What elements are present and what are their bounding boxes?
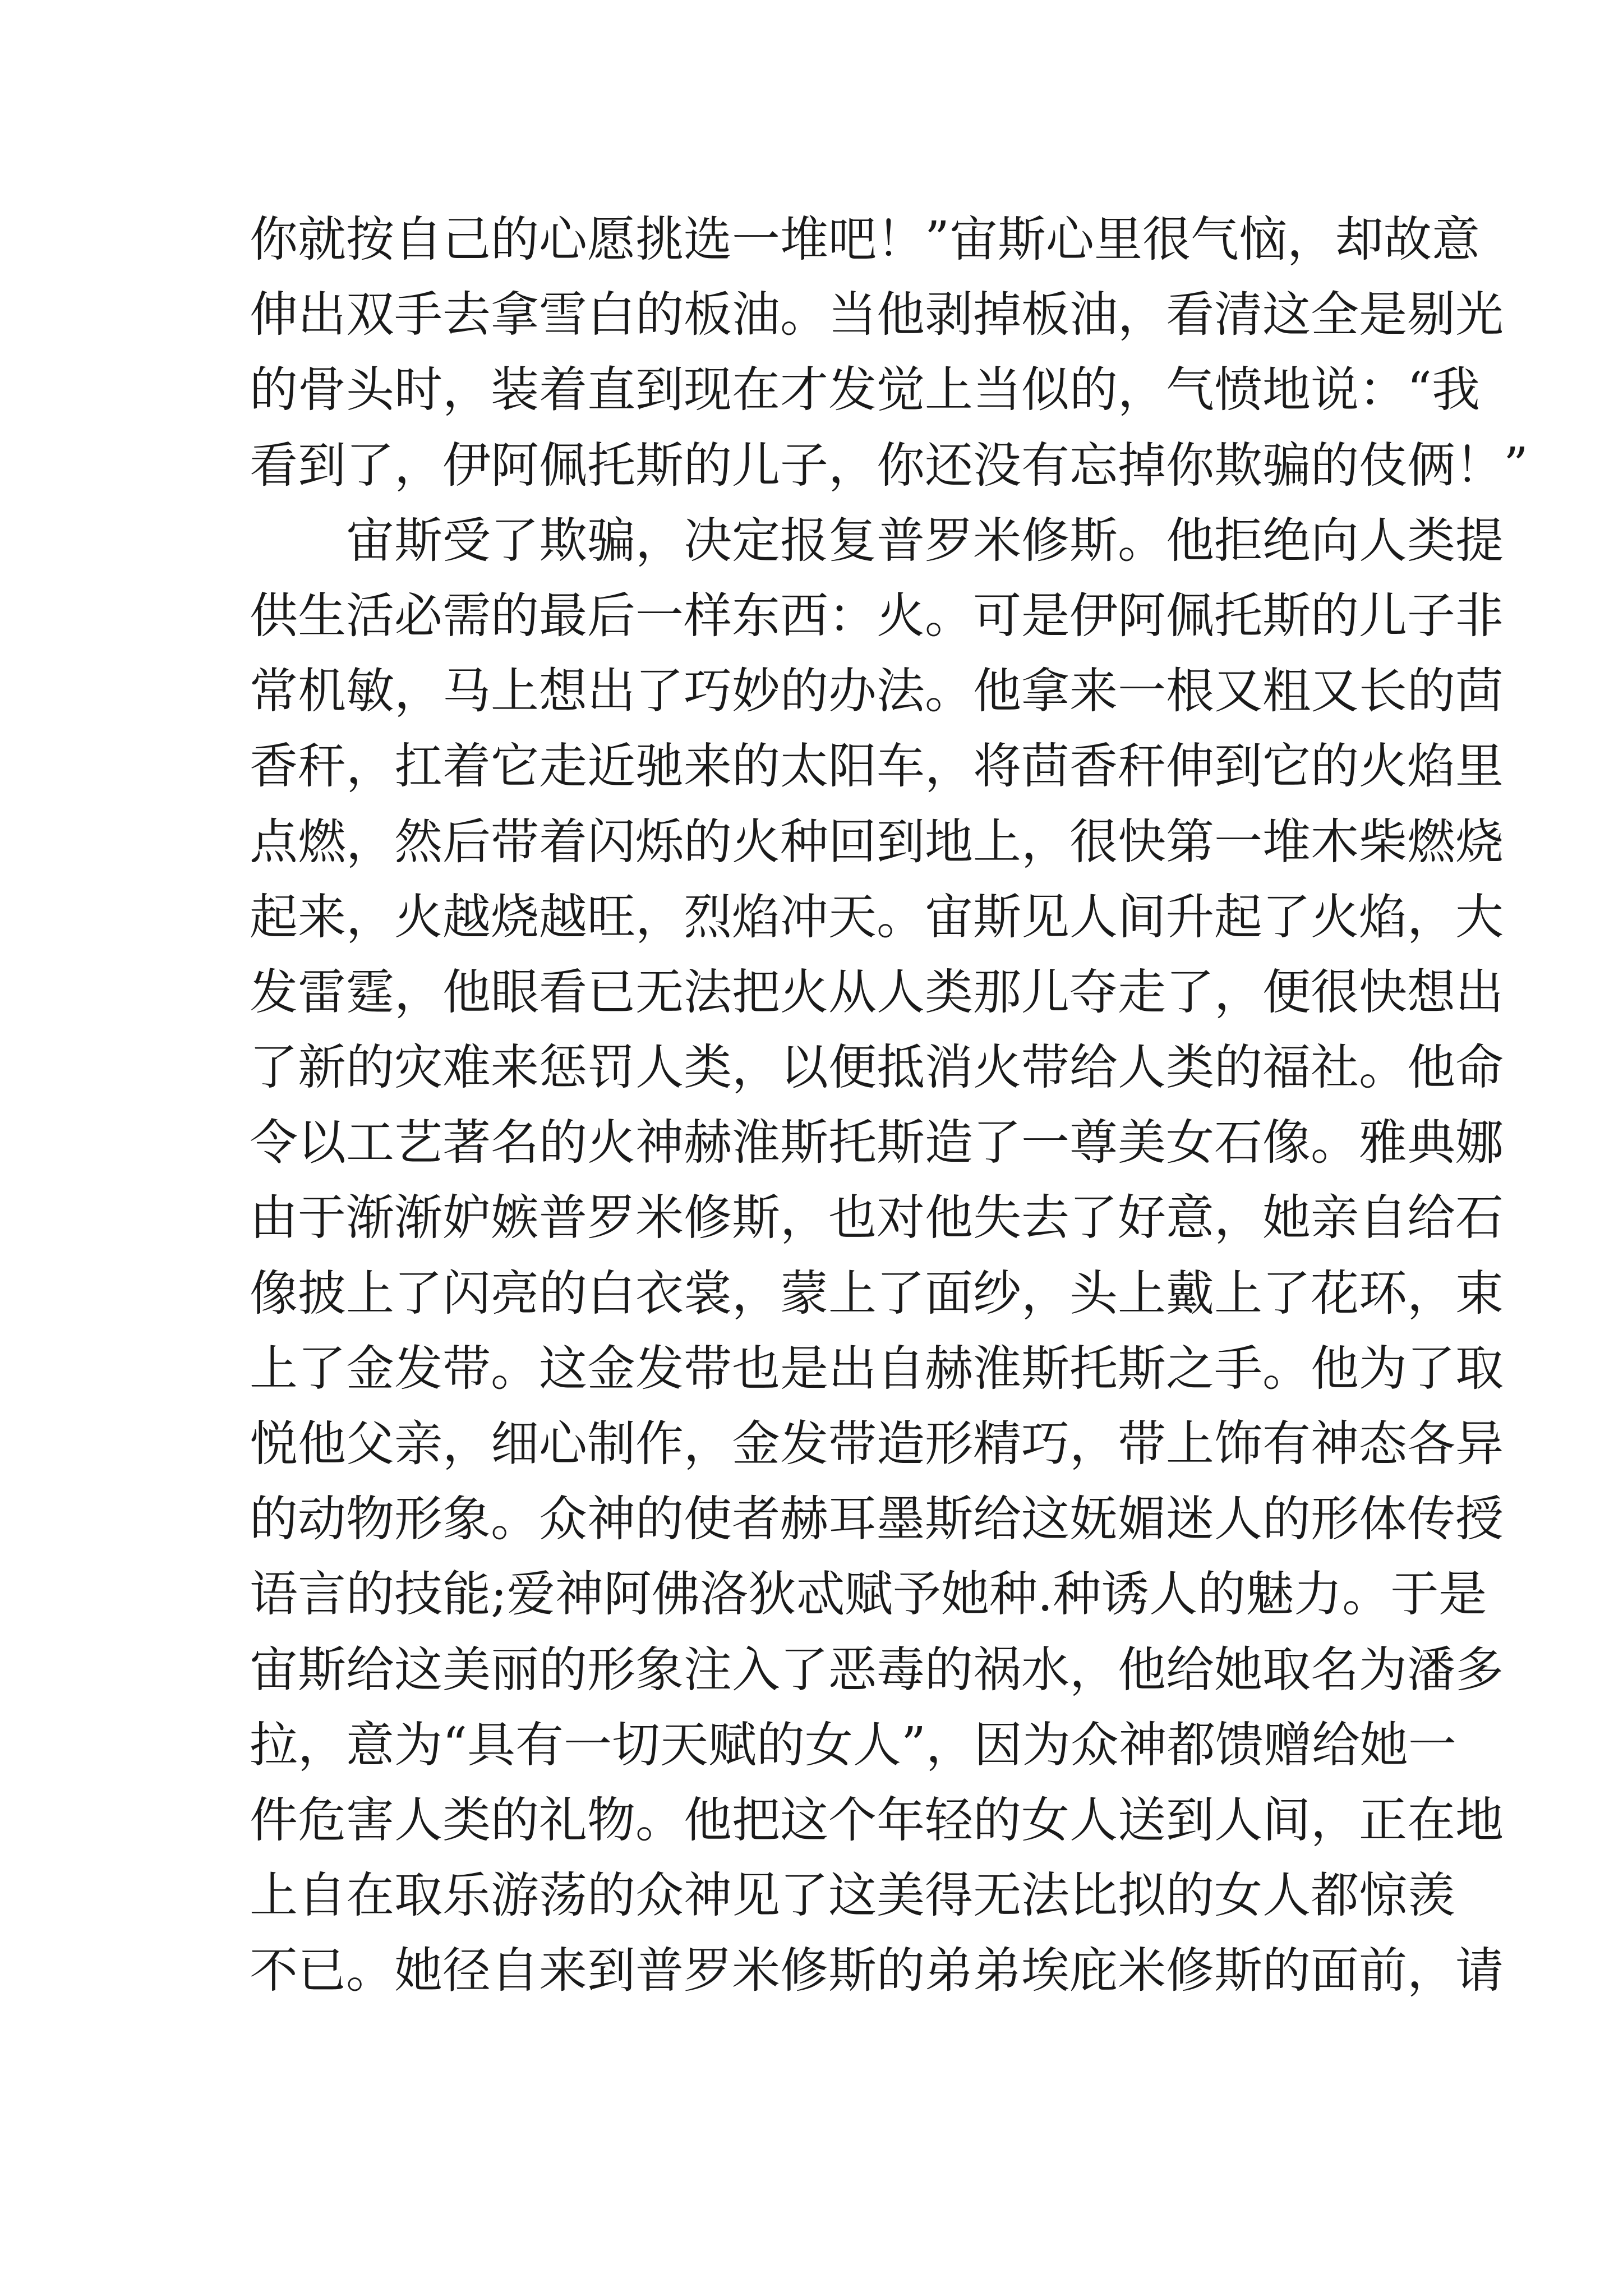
text-line: 令以工艺著名的火神赫淮斯托斯造了一尊美女石像。雅典娜 xyxy=(250,1115,1504,1171)
text-line: 看到了，伊阿佩托斯的儿子，你还没有忘掉你欺骗的伎俩！” xyxy=(250,437,1528,494)
text-line: 常机敏，马上想出了巧妙的办法。他拿来一根又粗又长的茴 xyxy=(250,663,1504,720)
text-line: 点燃，然后带着闪烁的火种回到地上，很快第一堆木柴燃烧 xyxy=(250,813,1504,870)
text-line: 上了金发带。这金发带也是出自赫淮斯托斯之手。他为了取 xyxy=(250,1340,1504,1397)
text-line: 发雷霆，他眼看已无法把火从人类那儿夺走了，便很快想出 xyxy=(250,964,1504,1020)
text-line: 供生活必需的最后一样东西：火。可是伊阿佩托斯的儿子非 xyxy=(250,587,1504,644)
text-line: 了新的灾难来惩罚人类，以便抵消火带给人类的福社。他命 xyxy=(250,1039,1504,1096)
text-line: 由于渐渐妒嫉普罗米修斯，也对他失去了好意，她亲自给石 xyxy=(250,1190,1504,1246)
text-line: 不已。她径自来到普罗米修斯的弟弟埃庇米修斯的面前，请 xyxy=(250,1943,1504,1999)
body-text xyxy=(250,202,1528,2009)
text-line: 香秆，扛着它走近驰来的太阳车，将茴香秆伸到它的火焰里 xyxy=(250,738,1504,795)
text-line: 语言的技能;爱神阿佛洛狄忒赋予她种.种诱人的魅力。于是 xyxy=(250,1566,1487,1623)
paragraph-first-line: 宙斯受了欺骗，决定报复普罗米修斯。他拒绝向人类提 xyxy=(346,512,1504,569)
text-line: 的骨头时，装着直到现在才发觉上当似的，气愤地说：“我 xyxy=(250,362,1480,418)
text-line: 上自在取乐游荡的众神见了这美得无法比拟的女人都惊羡 xyxy=(250,1867,1455,1924)
text-line: 悦他父亲，细心制作，金发带造形精巧，带上饰有神态各异 xyxy=(250,1416,1504,1472)
text-line: 伸出双手去拿雪白的板油。当他剥掉板油，看清这全是剔光 xyxy=(250,287,1504,343)
text-line: 你就按自己的心愿挑选一堆吧！”宙斯心里很气恼，却故意 xyxy=(250,211,1480,268)
text-line: 起来，火越烧越旺，烈焰冲天。宙斯见人间升起了火焰，大 xyxy=(250,889,1504,945)
text-line: 宙斯给这美丽的形象注入了恶毒的祸水，他给她取名为潘多 xyxy=(250,1641,1504,1698)
text-line: 拉，意为“具有一切天赋的女人”，因为众神都馈赠给她一 xyxy=(250,1717,1456,1773)
text-line: 件危害人类的礼物。他把这个年轻的女人送到人间，正在地 xyxy=(250,1792,1504,1848)
text-line: 的动物形象。众神的使者赫耳墨斯给这妩媚迷人的形体传授 xyxy=(250,1491,1504,1548)
text-line: 像披上了闪亮的白衣裳，蒙上了面纱，头上戴上了花环，束 xyxy=(250,1265,1504,1322)
